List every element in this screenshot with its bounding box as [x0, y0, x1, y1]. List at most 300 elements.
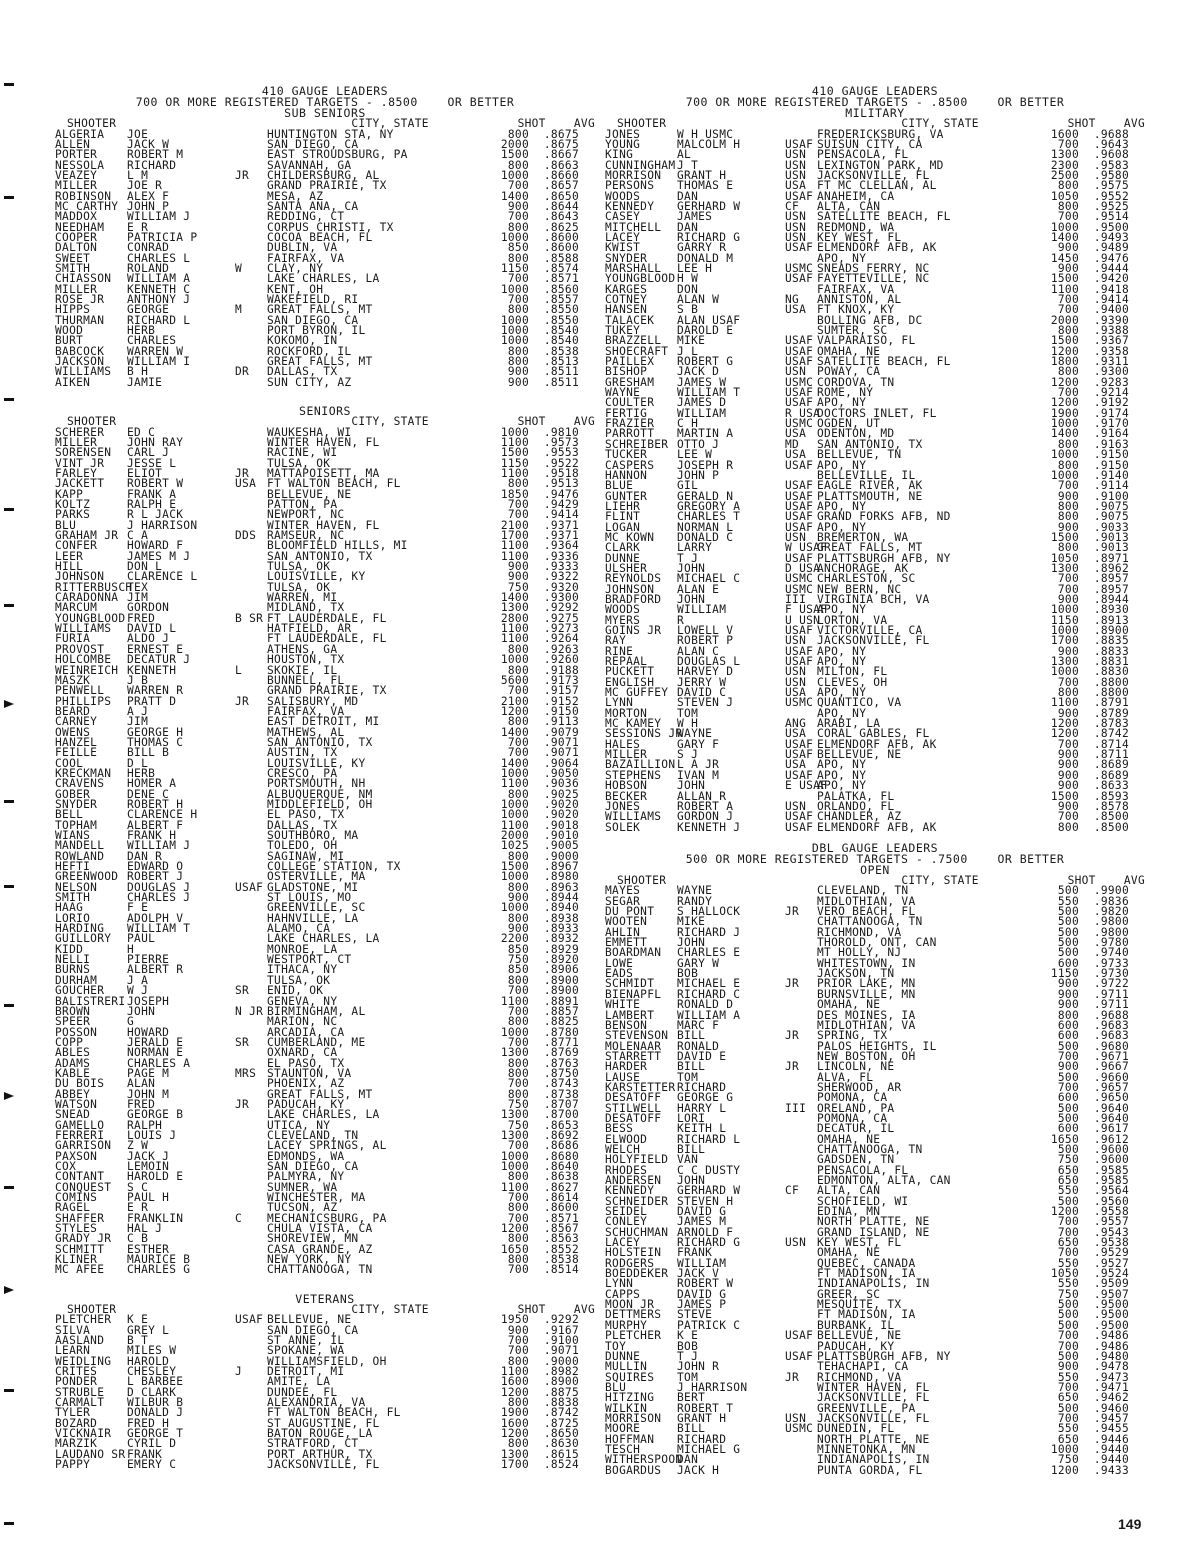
table-row: [55, 1460, 595, 1470]
targets-shot: 1000: [500, 901, 529, 915]
average: .8640: [543, 1160, 579, 1173]
shooter-suffix: USMC: [785, 582, 814, 596]
city-state: WINTER HAVEN, FL: [267, 435, 380, 449]
city-state: MIDLOTHIAN, VA: [817, 1018, 916, 1032]
average: .8940: [543, 901, 579, 915]
targets-shot: 700: [1057, 210, 1079, 224]
shooter-first-name: JOE: [127, 127, 149, 141]
city-state: SUISUN CITY, CA: [817, 137, 923, 151]
shooter-last-name: MOON JR: [605, 1298, 655, 1312]
class-title: SENIORS: [299, 404, 351, 419]
average: .9680: [1093, 1039, 1129, 1053]
shooter-first-name: S B: [677, 303, 699, 317]
average: .9518: [543, 466, 579, 480]
shooter-first-name: CONRAD: [127, 241, 170, 255]
shooter-suffix: [785, 990, 817, 1000]
shooter-last-name: FLINT: [605, 510, 641, 524]
shooter-last-name: SORENSEN: [55, 446, 112, 460]
average: .9489: [1093, 241, 1129, 255]
class-title: OPEN: [860, 862, 890, 877]
city-state: FAYETTEVILLE, NC: [817, 272, 930, 286]
shooter-first-name: L A JR: [677, 758, 720, 772]
shooter-last-name: CARNEY: [55, 715, 98, 729]
shooter-suffix: [235, 1224, 267, 1234]
average: .9575: [1093, 179, 1129, 193]
average: .8763: [543, 1056, 579, 1070]
targets-shot: 1000: [500, 653, 529, 667]
shooter-last-name: BISHOP: [605, 365, 648, 379]
average: .8614: [543, 1191, 579, 1205]
city-state: ELMENDORF AFB, AK: [817, 241, 937, 255]
average: .9150: [1093, 448, 1129, 462]
city-state: CORPUS CHRISTI, TX: [267, 220, 394, 234]
shooter-suffix: USN: [785, 1411, 807, 1425]
shooter-suffix: USAF: [785, 748, 814, 762]
targets-shot: 1000: [1050, 468, 1079, 482]
shooter-last-name: JOHNSON: [605, 582, 655, 596]
shooter-last-name: MORTON: [605, 706, 648, 720]
average: .9322: [543, 570, 579, 584]
average: .9292: [543, 601, 579, 615]
shooter-suffix: [785, 1269, 817, 1279]
shooter-first-name: TOM: [677, 1370, 699, 1384]
shooter-last-name: NELLI: [55, 953, 91, 967]
average: .8650: [543, 189, 579, 203]
shooter-suffix: USA: [235, 477, 257, 491]
targets-shot: 650: [1057, 1432, 1079, 1446]
shooter-suffix: [235, 130, 267, 140]
city-state: PRIOR LAKE, MN: [817, 977, 916, 991]
average: .8932: [543, 932, 579, 946]
table-row: [605, 1463, 1145, 1477]
shooter-suffix: [235, 1245, 267, 1255]
shooter-suffix: [785, 1455, 817, 1465]
average: .9529: [1093, 1246, 1129, 1260]
targets-shot: 850: [507, 963, 529, 977]
shooter-suffix: [235, 852, 267, 862]
targets-shot: 900: [507, 1323, 529, 1337]
shooter-last-name: LOWE: [605, 956, 634, 970]
shooter-last-name: BROWN: [55, 1004, 91, 1018]
city-state: EL PASO, TX: [267, 808, 345, 822]
shooter-last-name: TOY: [605, 1339, 627, 1353]
shooter-last-name: CAPPS: [605, 1287, 641, 1301]
shooter-first-name: S HALLOCK: [677, 905, 741, 919]
shooter-first-name: RICHARD: [677, 1432, 727, 1446]
targets-shot: 700: [1057, 1411, 1079, 1425]
average: .8830: [1093, 665, 1129, 679]
targets-shot: 600: [1057, 1018, 1079, 1032]
targets-shot: 1000: [500, 334, 529, 348]
city-state: KOKOMO, IN: [267, 334, 338, 348]
shooter-last-name: WILLIAMS: [55, 365, 112, 379]
city-state: FAIRFAX, VA: [267, 704, 345, 718]
shooter-first-name: DOUGLAS J: [127, 880, 191, 894]
shooter-first-name: CLARENCE L: [127, 570, 198, 584]
city-state: MESQUITE, TX: [817, 1298, 902, 1312]
targets-shot: 800: [507, 1253, 529, 1267]
city-state: GRAND FORKS AFB, ND: [817, 510, 951, 524]
shooter-last-name: MC CARTHY: [55, 199, 119, 213]
shooter-first-name: GEORGE B: [127, 1108, 184, 1122]
targets-shot: 900: [507, 560, 529, 574]
average: .8967: [543, 860, 579, 874]
left-column: [55, 86, 595, 1470]
average: .9608: [1093, 148, 1129, 162]
average: .8963: [543, 880, 579, 894]
average: .9064: [543, 756, 579, 770]
shooter-suffix: [235, 1460, 267, 1470]
shooter-last-name: SHAFFER: [55, 1211, 105, 1225]
average: .9471: [1093, 1380, 1129, 1394]
shooter-first-name: W J: [127, 984, 149, 998]
targets-shot: 1200: [1050, 717, 1079, 731]
city-state: SAN DIEGO, CA: [267, 1323, 359, 1337]
shooter-first-name: PATRICK C: [677, 1318, 741, 1332]
average: .8857: [543, 1004, 579, 1018]
city-state: CHANDLER, AZ: [817, 810, 902, 824]
shooter-last-name: MANDELL: [55, 839, 105, 853]
city-state: REDMOND, WA: [817, 220, 895, 234]
shooter-suffix: [235, 965, 267, 975]
targets-shot: 700: [507, 498, 529, 511]
shooter-last-name: PONDER: [55, 1375, 98, 1389]
average: .9336: [543, 549, 579, 563]
shooter-first-name: DECATUR J: [127, 653, 191, 667]
shooter-first-name: WILLIAM J: [127, 210, 191, 224]
city-state: VALPARAISO, FL: [817, 334, 916, 348]
shooter-suffix: D USA: [785, 561, 821, 575]
average: .9273: [543, 622, 579, 636]
targets-shot: 1050: [1050, 1267, 1079, 1281]
shooter-first-name: JIM: [127, 591, 149, 605]
city-state: PENSACOLA, FL: [817, 1163, 909, 1177]
shooter-first-name: ANTHONY J: [127, 293, 191, 306]
shooter-first-name: RALPH: [127, 1118, 163, 1132]
targets-shot: 1900: [500, 1406, 529, 1420]
average: .9033: [1093, 520, 1129, 534]
shooter-first-name: MARC F: [677, 1018, 720, 1032]
shooter-first-name: MILES W: [127, 1344, 177, 1358]
targets-shot: 550: [1057, 1277, 1079, 1291]
city-state: APO, NY: [817, 458, 867, 472]
targets-shot: 800: [507, 1087, 529, 1101]
shooter-last-name: DESATOFF: [605, 1111, 662, 1125]
shooter-last-name: GOBER: [55, 787, 91, 801]
shooter-last-name: GRESHAM: [605, 375, 655, 389]
targets-shot: 700: [507, 179, 529, 193]
average: .9473: [1093, 1370, 1129, 1384]
average: .9418: [1093, 282, 1129, 296]
targets-shot: 1100: [500, 1365, 529, 1378]
average: .9600: [1093, 1153, 1129, 1167]
shooter-last-name: WIANS: [55, 829, 91, 842]
shooter-first-name: GEORGE H: [127, 725, 184, 739]
shooter-first-name: ALAN C: [677, 644, 720, 658]
targets-shot: 700: [1057, 303, 1079, 317]
header-shooter: SHOOTER: [67, 117, 117, 130]
targets-shot: 1100: [1050, 696, 1079, 710]
shooter-first-name: J A: [127, 973, 149, 987]
average: .9433: [1093, 1463, 1129, 1477]
shooter-last-name: LORIO: [55, 911, 91, 925]
shooter-first-name: JAMES M J: [127, 549, 191, 563]
shooter-first-name: FRANK: [127, 1447, 163, 1461]
average: .9513: [543, 477, 579, 491]
shooter-first-name: ROBERT A: [677, 799, 734, 813]
city-state: ST LOUIS, MO: [267, 891, 352, 905]
city-state: TULSA, OK: [267, 580, 331, 594]
city-state: GRAND ISLAND, NE: [817, 1225, 930, 1239]
targets-shot: 600: [1057, 1091, 1079, 1105]
shooter-first-name: AL: [677, 148, 692, 162]
targets-shot: 1300: [500, 1447, 529, 1461]
average: .8944: [1093, 592, 1129, 606]
targets-shot: 500: [1057, 1308, 1079, 1322]
average: .9071: [543, 746, 579, 760]
targets-shot: 700: [507, 508, 529, 522]
city-state: FT WALTON BEACH, FL: [267, 1406, 401, 1420]
targets-shot: 800: [507, 1232, 529, 1246]
shooter-last-name: HOLSTEIN: [605, 1246, 662, 1260]
targets-shot: 1500: [1050, 334, 1079, 348]
city-state: DUNDEE, FL: [267, 1385, 338, 1399]
average: .8552: [543, 1242, 579, 1256]
shooter-first-name: GARY W: [677, 956, 720, 970]
shooter-first-name: DON: [677, 282, 699, 296]
shooter-last-name: ROBINSON: [55, 189, 112, 203]
shooter-first-name: FRANKLIN: [127, 1211, 184, 1225]
average: .9455: [1093, 1422, 1129, 1436]
city-state: APO, NY: [817, 499, 867, 513]
shooter-first-name: ROBERT W: [127, 477, 184, 491]
shooter-first-name: J HARRISON: [127, 518, 198, 532]
shooter-first-name: ALDO J: [127, 632, 170, 646]
city-state: SATELLITE BEACH, FL: [817, 355, 951, 369]
shooter-first-name: JOHN: [677, 592, 706, 606]
targets-shot: 850: [507, 942, 529, 956]
city-state: APO, NY: [817, 644, 867, 658]
targets-shot: 700: [507, 1191, 529, 1205]
margin-flag-mark: [4, 700, 14, 708]
average: .9564: [1093, 1184, 1129, 1198]
shooter-suffix: DR: [235, 365, 250, 379]
table-row: [55, 375, 595, 389]
city-state: DES MOINES, IA: [817, 1008, 916, 1022]
targets-shot: 500: [1057, 936, 1079, 950]
class-title: VETERANS: [295, 1291, 355, 1306]
city-state: SCHOFIELD, WI: [817, 1194, 909, 1208]
average: .8780: [543, 1025, 579, 1039]
city-state: EL PASO, TX: [267, 1056, 345, 1070]
city-state: CHILDERSBURG, AL: [267, 168, 380, 182]
shooter-suffix: [785, 938, 817, 948]
shooter-first-name: DONALD C: [677, 530, 734, 544]
targets-shot: 900: [1057, 748, 1079, 762]
shooter-last-name: KENNEDY: [605, 1184, 655, 1198]
shooter-suffix: [235, 1172, 267, 1182]
city-state: SUMTER, SC: [817, 324, 888, 338]
targets-shot: 1700: [500, 1458, 529, 1472]
shooter-last-name: MURPHY: [605, 1318, 648, 1332]
average: .9660: [1093, 1070, 1129, 1084]
average: .8742: [1093, 727, 1129, 741]
shooter-suffix: [235, 500, 267, 510]
shooter-last-name: PERSONS: [605, 179, 655, 193]
average: .8588: [543, 251, 579, 265]
shooter-suffix: [785, 1259, 817, 1269]
shooter-first-name: ROLAND: [127, 261, 170, 275]
average: .8711: [1093, 748, 1129, 762]
city-state: BELLEVUE, NE: [267, 1313, 352, 1327]
city-state: JACKSONVILLE, FL: [267, 1458, 380, 1472]
average: .9300: [543, 591, 579, 605]
shooter-last-name: MORRISON: [605, 168, 662, 182]
shooter-first-name: WILLIAM: [677, 603, 727, 617]
shooter-suffix: [235, 347, 267, 357]
left-sections: [55, 108, 595, 1470]
average: .9500: [1093, 220, 1129, 234]
targets-shot: 650: [1057, 1163, 1079, 1177]
shooter-first-name: RICHARD G: [677, 1236, 741, 1250]
shooter-suffix: [785, 1073, 817, 1083]
shooter-first-name: J T: [677, 158, 699, 172]
targets-shot: 800: [507, 1056, 529, 1070]
targets-shot: 700: [507, 272, 529, 286]
targets-shot: 1100: [500, 818, 529, 832]
shooter-suffix: [235, 1419, 267, 1429]
shooter-suffix: [235, 759, 267, 769]
city-state: KEY WEST, FL: [817, 1236, 902, 1250]
shooter-last-name: BRADFORD: [605, 592, 662, 606]
city-state: GREAT FALLS, MT: [267, 303, 373, 317]
targets-shot: 1000: [500, 797, 529, 811]
shooter-first-name: LEE W: [677, 448, 713, 462]
city-state: PALOS HEIGHTS, IL: [817, 1039, 937, 1053]
average: .9460: [1093, 1401, 1129, 1415]
targets-shot: 800: [507, 1396, 529, 1410]
shooter-suffix: B SR: [235, 611, 264, 625]
shooter-first-name: R L JACK: [127, 508, 184, 522]
targets-shot: 500: [1057, 1070, 1079, 1084]
shooter-suffix: [235, 593, 267, 603]
city-state: AMITE, LA: [267, 1375, 331, 1389]
shooter-last-name: SNYDER: [605, 251, 648, 265]
average: .8971: [1093, 551, 1129, 565]
margin-mark: [4, 1186, 14, 1189]
targets-shot: 500: [1057, 1142, 1079, 1156]
shooter-first-name: WILLIAM I: [127, 355, 191, 369]
shooter-first-name: RANDY: [677, 894, 713, 908]
targets-shot: 1100: [500, 539, 529, 553]
shooter-suffix: USAF: [785, 272, 814, 286]
city-state: ITHACA, NY: [267, 963, 338, 977]
targets-shot: 1000: [500, 870, 529, 884]
targets-shot: 1000: [1050, 220, 1079, 234]
shooter-first-name: WILLIAM: [677, 1256, 727, 1270]
header-shot: SHOT: [517, 1302, 546, 1316]
targets-shot: 1300: [500, 1046, 529, 1060]
shooter-last-name: HANSEN: [605, 303, 648, 317]
shooter-first-name: VAN: [677, 1153, 699, 1167]
average: .9600: [1093, 1142, 1129, 1156]
city-state: GLADSTONE, MI: [267, 880, 359, 894]
shooter-suffix: [235, 428, 267, 438]
shooter-last-name: CUNNINGHAM: [605, 158, 676, 172]
shooter-last-name: LIEHR: [605, 499, 641, 513]
shooter-last-name: HOLYFIELD: [605, 1153, 669, 1167]
average: .9509: [1093, 1277, 1129, 1291]
shooter-suffix: CF: [785, 199, 800, 213]
shooter-suffix: [785, 1011, 817, 1021]
average: .8663: [543, 158, 579, 172]
city-state: RACINE, WI: [267, 446, 338, 460]
average: .9800: [1093, 925, 1129, 939]
shooter-suffix: [235, 1255, 267, 1265]
average: .9214: [1093, 386, 1129, 400]
average: .9617: [1093, 1122, 1129, 1136]
city-state: EAST DETROIT, MI: [267, 715, 380, 729]
city-state: KEY WEST, FL: [817, 230, 902, 244]
average: .8838: [543, 1396, 579, 1410]
targets-shot: 800: [1057, 199, 1079, 213]
shooter-last-name: KENNEDY: [605, 199, 655, 213]
targets-shot: 1000: [500, 168, 529, 182]
header-city: CITY, STATE: [351, 117, 429, 130]
class-title: MILITARY: [845, 106, 905, 120]
average: .8906: [543, 963, 579, 977]
targets-shot: 900: [1057, 779, 1079, 793]
targets-shot: 1500: [1050, 530, 1079, 544]
shooter-suffix: MRS: [235, 1066, 257, 1080]
shooter-last-name: BOGARDUS: [605, 1463, 662, 1477]
shooter-last-name: SMITH: [55, 261, 91, 275]
targets-shot: 600: [1057, 1029, 1079, 1043]
shooter-first-name: WILLIAM A: [127, 272, 191, 286]
shooter-first-name: BERT: [677, 1391, 706, 1405]
shooter-last-name: YOUNG: [605, 137, 641, 151]
shooter-suffix: USN: [785, 634, 807, 648]
shooter-suffix: [235, 748, 267, 758]
targets-shot: 500: [1057, 884, 1079, 898]
shooter-first-name: CHESLEY: [127, 1365, 177, 1378]
shooter-first-name: TOM: [677, 706, 699, 720]
average: .8643: [543, 210, 579, 224]
shooter-suffix: [235, 326, 267, 336]
city-state: ORELAND, PA: [817, 1101, 895, 1115]
city-state: APO, NY: [817, 758, 867, 772]
shooter-last-name: BOZARD: [55, 1416, 98, 1430]
shooter-last-name: SCHMIDT: [605, 977, 655, 991]
shooter-suffix: USAF: [785, 189, 814, 203]
shooter-suffix: JR: [235, 466, 250, 480]
city-state: BELLEVILLE, IL: [817, 468, 916, 482]
shooter-last-name: OWENS: [55, 725, 91, 739]
city-state: ST ANNE, IL: [267, 1333, 345, 1347]
city-state: ALAMO, CA: [267, 922, 331, 936]
shooter-last-name: ABLES: [55, 1046, 91, 1060]
city-state: WESTPORT, CT: [267, 953, 352, 967]
shooter-first-name: GEORGE T: [127, 1427, 184, 1441]
shooter-first-name: PAUL H: [127, 1191, 170, 1205]
shooter-last-name: PORTER: [55, 148, 98, 162]
city-state: MILTON, FL: [817, 665, 888, 679]
shooter-last-name: LEARN: [55, 1344, 91, 1358]
shooter-first-name: HOWARD: [127, 1025, 170, 1039]
targets-shot: 1150: [500, 261, 529, 275]
shooter-suffix: [235, 1336, 267, 1346]
shooter-first-name: GREGORY A: [677, 499, 741, 513]
